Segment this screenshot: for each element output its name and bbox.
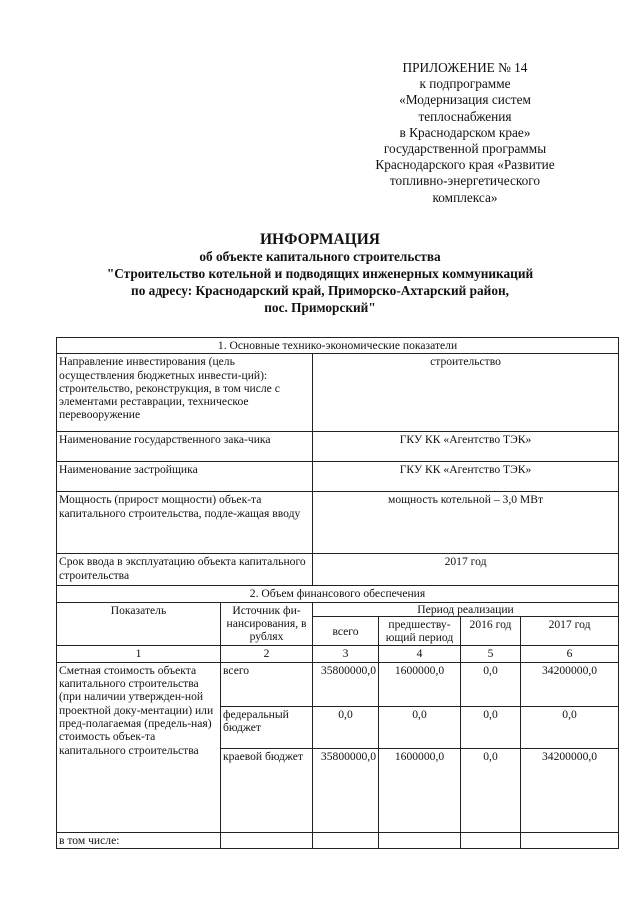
col-number: 4 <box>379 646 461 662</box>
col-number: 1 <box>57 646 221 662</box>
y2016-cell: 0,0 <box>461 662 521 706</box>
section1-header: 1. Основные технико-экономические показатели <box>57 338 619 354</box>
col-period: Период реализации <box>313 602 619 616</box>
col-indicator: Показатель <box>57 602 221 646</box>
col-number: 3 <box>313 646 379 662</box>
row-value: строительство <box>313 354 619 432</box>
column-number-row <box>57 646 619 662</box>
appendix-line: комплекса» <box>432 189 498 205</box>
document-title: ИНФОРМАЦИЯ <box>260 231 380 248</box>
total-cell: 0,0 <box>313 706 379 748</box>
source-cell: всего <box>221 662 313 706</box>
row-label: Срок ввода в эксплуатацию объекта капитального строительства <box>57 554 313 586</box>
row-value: 2017 год <box>313 554 619 586</box>
y2016-cell: 0,0 <box>461 748 521 832</box>
y2016-cell: 0,0 <box>461 706 521 748</box>
source-cell: федеральный бюджет <box>221 706 313 748</box>
prev-cell: 1600000,0 <box>379 662 461 706</box>
appendix-line: государственной программы <box>383 141 547 157</box>
heading-line: "Строительство котельной и подводящих инженерных коммуникаций <box>106 266 534 281</box>
y2017-cell: 0,0 <box>521 706 619 748</box>
estimate-label: Сметная стоимость объекта капитального строительства (при наличии утвержден-ной проектной доку-ментации) или пред-полагаемая (предель-ная) стоимость объек-та капитального строительства <box>57 662 221 832</box>
appendix-line: ПРИЛОЖЕНИЕ № 14 <box>402 60 528 75</box>
section2-header-row <box>57 586 619 602</box>
row-label: Направление инвестирования (цель осуществления бюджетных инвести-ций): строительство, реконструкция, в том числе с элементами реставрации, техническое перевооружение <box>57 354 313 432</box>
table-row <box>57 462 619 492</box>
table-row <box>57 662 619 706</box>
section2-header: 2. Объем финансового обеспечения <box>57 586 619 602</box>
heading-line: по адресу: Краснодарский край, Приморско-Ахтарский район, <box>131 283 509 298</box>
appendix-line: Краснодарского края «Развитие <box>375 157 555 173</box>
column-header-row <box>57 602 619 616</box>
including-label: в том числе: <box>57 832 221 848</box>
total-cell: 35800000,0 <box>313 662 379 706</box>
col-prev: предшеству-ющий период <box>379 616 461 646</box>
appendix-line: в Краснодарском крае» <box>399 124 531 140</box>
y2017-cell: 34200000,0 <box>521 662 619 706</box>
col-source: Источник фи-нансирования, в рублях <box>221 602 313 646</box>
appendix-line: теплоснабжения <box>418 108 512 124</box>
info-table <box>56 337 619 849</box>
heading-line: об объекте капитального строительства <box>199 249 441 264</box>
document-heading <box>60 231 580 316</box>
row-value: ГКУ КК «Агентство ТЭК» <box>313 462 619 492</box>
appendix-line: «Модернизация систем <box>399 92 531 108</box>
table-row <box>57 554 619 586</box>
table-row <box>57 354 619 432</box>
col-number: 2 <box>221 646 313 662</box>
appendix-line: топливно-энергетического <box>389 173 541 189</box>
table-row <box>57 832 619 848</box>
prev-cell: 1600000,0 <box>379 748 461 832</box>
col-2017: 2017 год <box>521 616 619 646</box>
row-value: мощность котельной – 3,0 МВт <box>313 492 619 554</box>
row-label: Мощность (прирост мощности) объек-та капитального строительства, подле-жащая вводу <box>57 492 313 554</box>
row-label: Наименование застройщика <box>57 462 313 492</box>
col-number: 6 <box>521 646 619 662</box>
prev-cell: 0,0 <box>379 706 461 748</box>
col-2016: 2016 год <box>461 616 521 646</box>
table-row <box>57 432 619 462</box>
heading-line: пос. Приморский" <box>264 300 376 315</box>
col-number: 5 <box>461 646 521 662</box>
row-value: ГКУ КК «Агентство ТЭК» <box>313 432 619 462</box>
appendix-line: к подпрограмме <box>419 76 511 92</box>
row-label: Наименование государственного зака-чика <box>57 432 313 462</box>
total-cell: 35800000,0 <box>313 748 379 832</box>
y2017-cell: 34200000,0 <box>521 748 619 832</box>
source-cell: краевой бюджет <box>221 748 313 832</box>
col-total: всего <box>313 616 379 646</box>
appendix-block <box>350 60 580 206</box>
section1-header-row <box>57 338 619 354</box>
table-row <box>57 492 619 554</box>
